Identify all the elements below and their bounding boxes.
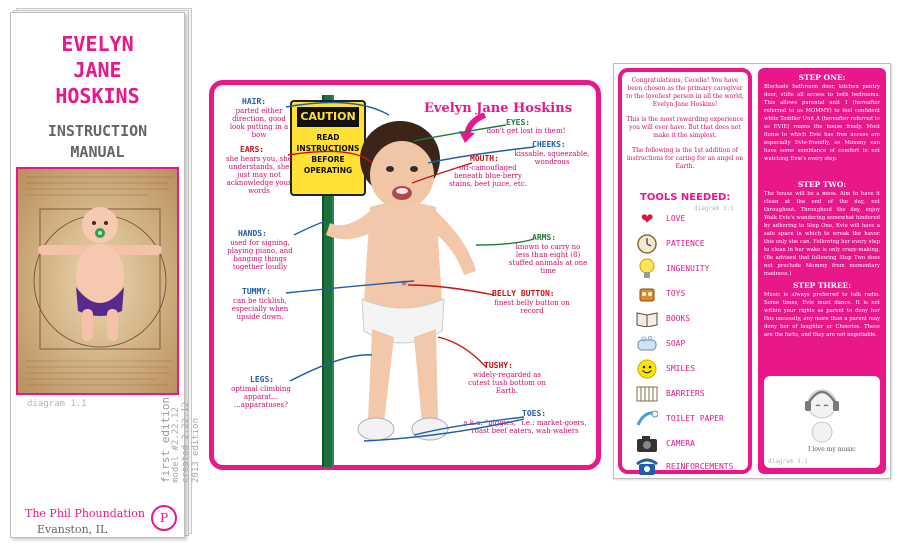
cover-title-line-2: JANE xyxy=(73,58,122,82)
hair-description: parted either direction, good look putting in a bow xyxy=(229,107,289,139)
tushy-label: TUSHY: xyxy=(484,361,513,370)
step-three-heading: STEP THREE: xyxy=(792,281,852,290)
tool-label-smiles: SMILES xyxy=(666,364,695,373)
spacer xyxy=(626,109,744,116)
tool-item-ingenuity xyxy=(636,258,748,280)
tool-label-patience: PATIENCE xyxy=(666,239,705,248)
connector-lines xyxy=(214,85,596,465)
legs-description: optimal climbing apparat... ...apparatuses? xyxy=(231,385,291,409)
cover-subtitle-line-2: MANUAL xyxy=(70,143,125,161)
eyes-label: EYES: xyxy=(506,118,531,127)
anatomy-panel xyxy=(209,80,601,470)
cover-edition-text xyxy=(161,397,201,483)
ears-label: EARS: xyxy=(240,145,265,154)
arms-description: known to carry no less than eight (8) stuffed animals at one time xyxy=(508,243,588,275)
tool-label-reinforcements: REINFORCEMENTS xyxy=(666,462,734,471)
tool-label-books: BOOKS xyxy=(666,314,691,323)
tool-label-toys: TOYS xyxy=(666,289,686,298)
tummy-description: can be ticklish, especially when upside down. xyxy=(231,297,289,321)
ears-description: she hears you, she understands, she just may not acknowledge your words xyxy=(226,155,292,195)
lightbulb-icon xyxy=(636,258,658,280)
step-three-text: Music is always preferred to talk radio. Some times, Evie must dance. It is not within your rights as parent to deny her this necessity, any more than a parent may deny her of laughter or Cheerios. These are the facts, and they are not negotiable. xyxy=(764,292,880,338)
gate-icon xyxy=(636,383,658,405)
phoundation-logo: P xyxy=(151,505,177,531)
tools-panel xyxy=(618,68,752,474)
music-caption: I love my music xyxy=(808,446,856,453)
cheeks-label: CHEEKS: xyxy=(532,140,566,149)
tool-item-soap xyxy=(636,333,748,355)
spacer xyxy=(626,140,744,147)
instructions-panel xyxy=(613,63,891,479)
eyes-description: don't get lost in them! xyxy=(486,127,566,135)
tool-label-soap: SOAP xyxy=(666,339,686,348)
publisher-name: The Phil Phoundation xyxy=(25,507,145,520)
headphones-figure-icon xyxy=(802,384,842,444)
steps-panel xyxy=(758,68,886,474)
clock-icon xyxy=(636,233,658,255)
cheeks-description: kissable, squeezable, wondrous xyxy=(514,150,590,166)
caution-sign-header: CAUTION xyxy=(297,107,359,127)
belly-button-description: finest belly button on record xyxy=(494,299,570,315)
following-text: The following is the 1st addition of instructions for caring for an angel on Earth. xyxy=(626,147,744,170)
step-two-text: The house will be a mess. Aim to have it clean at the end of the day, not throughout. Throughout the day, enjoy Walk Evie's wandering somewhat hindered by adhering to Step One, Evie will have a safe space in which to wreak the havoc this only she can. Following her every step to clean in her wake is only crazy-making. (Be advised that following Step Two does not preclude Mommy from momentary madness.) xyxy=(764,191,880,277)
tool-item-reinforcements xyxy=(636,456,748,478)
cover-title-line-3: HOSKINS xyxy=(55,84,140,108)
telephone-icon xyxy=(636,456,658,478)
toes-description: a.k.a. "piggies," i.e.: market-goers, roast beef eaters, wah-wahers xyxy=(463,419,587,435)
edition-line-1: first edition xyxy=(159,396,172,483)
cover-title xyxy=(11,31,184,109)
toy-icon xyxy=(636,283,658,305)
cover-subtitle-line-1: INSTRUCTION xyxy=(47,122,148,140)
soap-icon xyxy=(636,333,658,355)
rewarding-text: This is the most rewarding experience you will ever have. But that does not make it the simplest. xyxy=(626,116,744,139)
camera-icon xyxy=(636,433,658,455)
vitruvian-baby-drawing xyxy=(18,169,179,395)
anatomy-title: Evelyn Jane Hoskins xyxy=(424,101,573,116)
tool-item-toys xyxy=(636,283,748,305)
belly-button-label: BELLY BUTTON: xyxy=(492,289,555,298)
congrats-text: Congratulations, Cecelia! You have been chosen as the primary caregiver to the loveliest person in all the world, Evelyn Jane Hoskins! xyxy=(626,77,744,108)
publisher-location: Evanston, IL xyxy=(37,523,108,536)
tool-item-books xyxy=(636,308,748,330)
tool-item-love xyxy=(636,208,748,230)
cover-panel xyxy=(10,12,201,538)
tools-needed-heading: TOOLS NEEDED: xyxy=(640,192,731,203)
cover-title-line-1: EVELYN xyxy=(61,32,134,56)
tushy-description: widely-regarded as cutest tush bottom on Earth. xyxy=(468,371,546,395)
arms-label: ARMS: xyxy=(532,233,557,242)
heart-icon: ❤ xyxy=(640,210,654,228)
tool-item-smiles xyxy=(636,358,748,380)
caution-sign-text: READ INSTRUCTIONS BEFORE OPERATING xyxy=(296,133,360,175)
toes-label: TOES: xyxy=(522,409,547,418)
tool-label-ingenuity: INGENUITY xyxy=(666,264,710,273)
edition-line-3: created 2.22.12 xyxy=(181,401,191,483)
mouth-description: oft-camouflaged beneath blue-berry stains, beet juice, etc. xyxy=(449,164,527,188)
tools-diagram-label: diagram 3.1 xyxy=(694,205,734,212)
smiley-icon xyxy=(636,358,658,380)
cover-diagram-label: diagram 1.1 xyxy=(27,399,87,409)
cover-edition-block xyxy=(159,393,201,483)
congrats-block xyxy=(626,77,744,171)
hands-description: used for signing, playing piano, and banging things together loudly xyxy=(227,239,293,271)
tool-label-love: LOVE xyxy=(666,214,686,223)
toilet-paper-icon xyxy=(636,408,658,430)
tummy-label: TUMMY: xyxy=(242,287,271,296)
tool-label-toilet-paper: TOILET PAPER xyxy=(666,414,724,423)
hands-label: HANDS: xyxy=(238,229,267,238)
step-one-text: Blockade bathroom door, kitchen pantry door, stifle all access to both bedrooms. This allows parental unit 1 (hereafter referred to as MOMMY) to feel confident while Toddler Unit A (hereafter referred to as EVIE) roams the house freely. Most items to which Evie has free access are especially Evie-friendly, so Mommy can have some semblance of comfort in not watching Evie's every step. xyxy=(764,84,880,162)
mouth-label: MOUTH: xyxy=(470,154,499,163)
cover-subtitle xyxy=(11,121,184,163)
tool-label-barriers: BARRIERS xyxy=(666,389,705,398)
hair-label: HAIR: xyxy=(242,97,267,106)
vitruvian-baby-illustration xyxy=(16,167,179,395)
tool-item-toilet-paper xyxy=(636,408,748,430)
legs-label: LEGS: xyxy=(250,375,275,384)
step-two-heading: STEP TWO: xyxy=(797,180,847,189)
edition-line-2: model #2.22.12 xyxy=(171,407,181,483)
book-icon xyxy=(636,308,658,330)
tool-label-camera: CAMERA xyxy=(666,439,695,448)
music-illustration xyxy=(764,376,880,468)
tool-item-patience xyxy=(636,233,748,255)
edition-line-4: 2013 edition xyxy=(191,417,201,483)
tool-item-barriers xyxy=(636,383,748,405)
step-one-heading: STEP ONE: xyxy=(798,73,846,82)
tool-item-camera xyxy=(636,433,748,455)
music-diagram-label: diagram 3.1 xyxy=(768,458,808,465)
